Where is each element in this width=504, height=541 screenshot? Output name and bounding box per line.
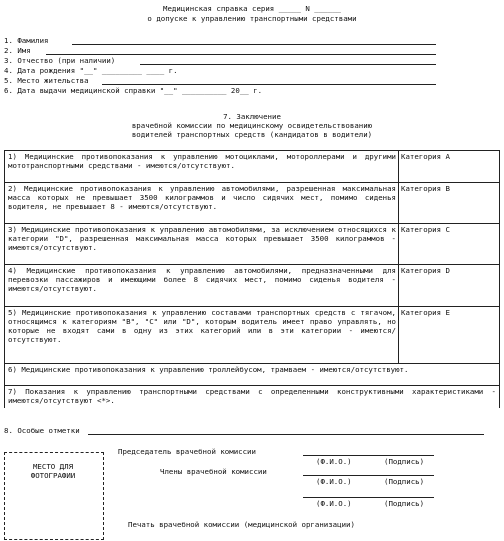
chairman-label: Председатель врачебной комиссии <box>118 447 256 456</box>
category-label: Категория B <box>401 184 450 193</box>
conclusion-subtitle-1: врачебной комиссии по медицинскому освидетельствованию <box>131 121 373 130</box>
field-surname-label: 1. Фамилия <box>4 36 49 45</box>
trolleybus-text: 6) Медицинские противопоказания к управлению троллейбусом, трамваем - имеются/отсутствуют. <box>8 365 409 374</box>
certificate-subtitle: о допуске к управлению транспортными средствами <box>147 14 357 23</box>
member2-fio-caption: (Ф.И.О.) <box>316 499 352 508</box>
chairman-sign-caption: (Подпись) <box>384 457 425 466</box>
field-issue-date-label: 6. Дата выдачи медицинской справки "__" __________ 20__ г. <box>4 86 263 95</box>
category-label: Категория E <box>401 308 450 317</box>
stamp-label: Печать врачебной комиссии (медицинской организации) <box>128 520 355 529</box>
contraindication-text: 2) Медицинские противопоказания к управлению автомобилями, разрешенная максимальная масса которых не превышает 3500 килограммов и число сидячих мест, помимо сиденья водителя, не превышает 8 - имеются/отсутствуют. <box>8 184 396 211</box>
field-patronymic-label: 3. Отчество (при наличии) <box>4 56 116 65</box>
table-row <box>5 224 499 265</box>
category-label: Категория A <box>401 152 450 161</box>
photo-label-1: МЕСТО ДЛЯ <box>32 462 74 471</box>
table-row <box>5 183 499 224</box>
category-label: Категория C <box>401 225 450 234</box>
certificate-title: Медицинская справка серия _____ N ______ <box>163 4 341 13</box>
conclusion-table <box>4 150 500 408</box>
conclusion-subtitle-2: водителей транспортных средств (кандидатов в водители) <box>131 130 373 139</box>
category-label: Категория D <box>401 266 450 275</box>
member1-sign-caption: (Подпись) <box>384 477 425 486</box>
contraindication-text: 1) Медицинские противопоказания к управлению мотоциклами, мотороллерами и другими мототранспортными средствами - имеются/отсутствуют. <box>8 152 396 170</box>
table-row <box>5 307 499 364</box>
members-label: Члены врачебной комиссии <box>160 467 267 476</box>
special-notes-line[interactable] <box>88 434 484 435</box>
member1-signature-line[interactable] <box>303 475 434 476</box>
field-name-line[interactable] <box>46 54 436 55</box>
special-notes-label: 8. Особые отметки <box>4 426 80 435</box>
field-residence-label: 5. Место жительства <box>4 76 89 85</box>
member2-signature-line[interactable] <box>303 497 434 498</box>
table-row <box>5 265 499 307</box>
contraindication-text: 3) Медицинские противопоказания к управлению автомобилями, за исключением относящихся к категории "D", разрешенная максимальная масса которых превышает 3500 килограммов - имеются/отсутствуют. <box>8 225 396 252</box>
contraindication-text: 4) Медицинские противопоказания к управлению автомобилями, предназначенными для перевозки пассажиров и имеющими более 8 сидячих мест, помимо сиденья водителя - имеются/отсутствуют. <box>8 266 396 293</box>
field-name-label: 2. Имя <box>4 46 31 55</box>
contraindication-text: 5) Медицинские противопоказания к управлению составами транспортных средств с тягачом, относящимся к категориям "B", "C" или "D", которым водитель имеет право управлять, но которые не входят сами в одну из этих категорий или в эти категории - имеются/отсутствуют. <box>8 308 396 344</box>
special-vehicles-text: 7) Показания к управлению транспортными средствами с определенными конструктивными характеристиками - имеются/отсутствуют <*>. <box>8 387 496 405</box>
field-birthdate-label: 4. Дата рождения "__" _________ ____ г. <box>4 66 178 75</box>
table-row-special-vehicles <box>5 386 499 408</box>
table-row <box>5 151 499 183</box>
chairman-signature-line[interactable] <box>303 455 434 456</box>
conclusion-title: 7. Заключение <box>223 112 281 121</box>
chairman-fio-caption: (Ф.И.О.) <box>316 457 352 466</box>
field-surname-line[interactable] <box>72 44 436 45</box>
member1-fio-caption: (Ф.И.О.) <box>316 477 352 486</box>
field-residence-line[interactable] <box>102 84 436 85</box>
table-row-trolleybus <box>5 364 499 386</box>
photo-label-2: ФОТОГРАФИИ <box>30 471 76 480</box>
member2-sign-caption: (Подпись) <box>384 499 425 508</box>
field-patronymic-line[interactable] <box>140 64 436 65</box>
